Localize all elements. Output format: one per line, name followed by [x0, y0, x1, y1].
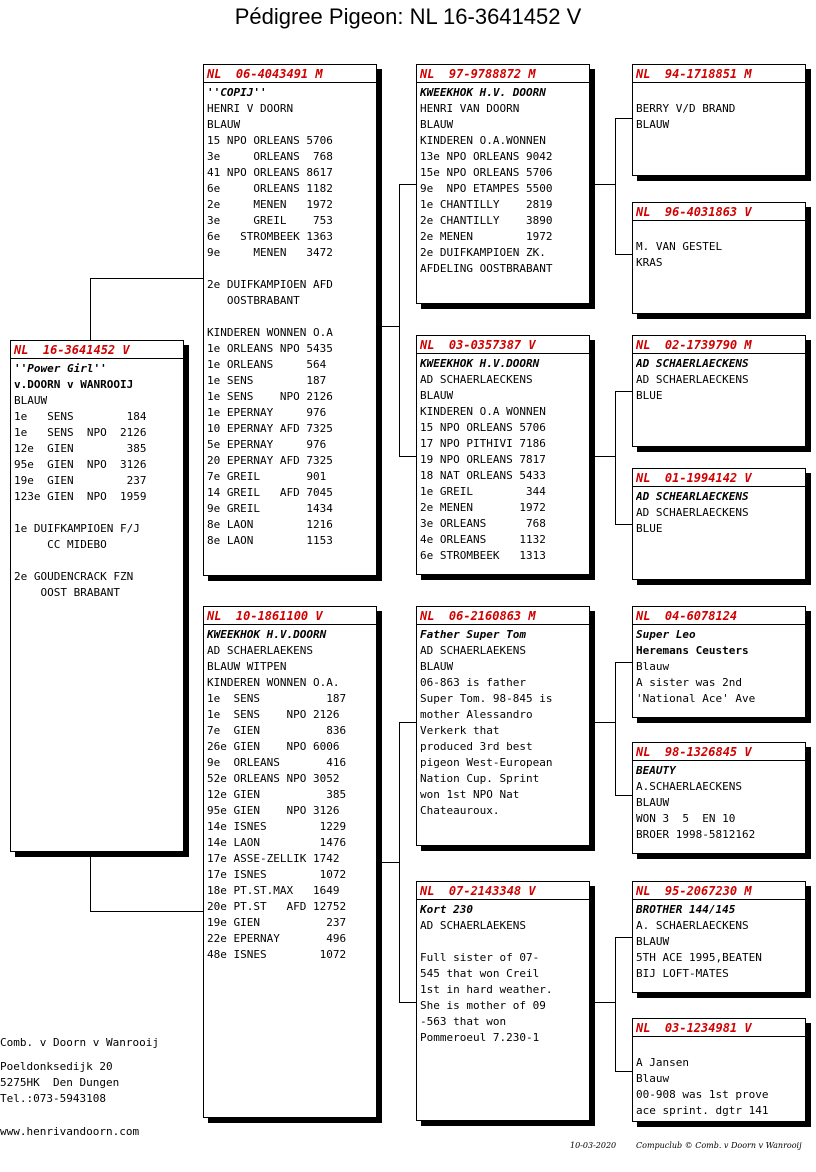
card-line: HENRI V DOORN [207, 102, 294, 115]
card-line: 06-863 is father [420, 676, 526, 689]
ring-number: NL 03-1234981 V [633, 1020, 805, 1037]
card-line: 2e MENEN 1972 [207, 198, 333, 211]
card-line [636, 1039, 802, 1055]
card-line: OOSTBRABANT [207, 294, 300, 307]
card-line: 1e ORLEANS 564 [207, 358, 327, 371]
card-line: 14e ISNES 1229 [207, 820, 347, 833]
card-line [14, 553, 180, 569]
connector-line [590, 722, 615, 723]
card-line: AD SCHAERLAECKENS [636, 357, 749, 370]
card-line: 18 NAT ORLEANS 5433 [420, 469, 546, 482]
card-line: 2e DUIFKAMPIOEN AFD [207, 278, 333, 291]
card-line: 10 EPERNAY AFD 7325 [207, 422, 333, 435]
connector-line [615, 118, 632, 119]
card-line: Chateauroux. [420, 804, 500, 817]
card-line: 12e GIEN 385 [14, 442, 147, 455]
card-line [207, 261, 373, 277]
card-line: A.SCHAERLAECKENS [636, 780, 742, 793]
card-line: BLUE [636, 522, 663, 535]
card-line: BLAUW [636, 796, 670, 809]
card-line: pigeon West-European [420, 756, 553, 769]
pedigree-card-fff [632, 64, 806, 176]
breeder-phone: Tel.:073-5943108 [0, 1092, 106, 1105]
pedigree-card-fmm [632, 468, 806, 580]
connector-line [615, 391, 632, 392]
card-line: 18e PT.ST.MAX 1649 [207, 884, 340, 897]
card-line: 1st in hard weather. [420, 983, 553, 996]
card-line: 1e EPERNAY 976 [207, 406, 327, 419]
ring-number: NL 06-2160863 M [417, 608, 589, 625]
card-line: 52e ORLEANS NPO 3052 [207, 772, 340, 785]
card-line: 1e SENS 184 [14, 410, 147, 423]
card-line: BROTHER 144/145 [636, 903, 736, 916]
ring-number: NL 96-4031863 V [633, 204, 805, 221]
card-line: AD SCHAERLAECKENS [636, 373, 749, 386]
card-line: BLAUW [420, 389, 454, 402]
card-line: BLAUW WITPEN [207, 660, 287, 673]
card-line: CC MIDEBO [14, 538, 107, 551]
ring-number: NL 95-2067230 M [633, 883, 805, 900]
card-line: BLAUW [636, 118, 670, 131]
card-line: 8e LAON 1216 [207, 518, 333, 531]
card-line: WON 3 5 EN 10 [636, 812, 736, 825]
card-line: 26e GIEN NPO 6006 [207, 740, 340, 753]
card-line: 5TH ACE 1995,BEATEN [636, 951, 762, 964]
connector-line [615, 254, 632, 255]
card-line: 'National Ace' Ave [636, 692, 756, 705]
card-line: Pommeroeul 7.230-1 [420, 1031, 540, 1044]
card-line: 2e GOUDENCRACK FZN [14, 570, 134, 583]
card-line [636, 223, 802, 239]
connector-line [90, 852, 91, 912]
card-line: A. SCHAERLAECKENS [636, 919, 749, 932]
card-line: Blauw [636, 1072, 670, 1085]
ring-number: NL 10-1861100 V [204, 608, 376, 625]
software-credit: Compuclub © Comb. v Doorn v Wanrooij [636, 1141, 802, 1150]
card-line: AFDELING OOSTBRABANT [420, 262, 553, 275]
card-line: 7e GREIL 901 [207, 470, 327, 483]
card-line: 1e DUIFKAMPIOEN F/J [14, 522, 140, 535]
card-line: She is mother of 09 [420, 999, 546, 1012]
breeder-website[interactable]: www.henrivandoorn.com [0, 1125, 140, 1138]
ring-number: NL 03-0357387 V [417, 337, 589, 354]
ring-number: NL 07-2143348 V [417, 883, 589, 900]
card-line: KWEEKHOK H.V.DOORN [420, 357, 540, 370]
pedigree-card-fm [416, 335, 590, 575]
card-line: 3e ORLEANS 768 [420, 517, 546, 530]
card-line: 1e SENS NPO 2126 [207, 390, 333, 403]
connector-line [90, 278, 91, 340]
pedigree-card-mff [632, 606, 806, 718]
connector-line [377, 862, 399, 863]
card-line [207, 309, 373, 325]
connector-line [90, 911, 203, 912]
card-line: Full sister of 07- [420, 951, 540, 964]
card-line: HENRI VAN DOORN [420, 102, 520, 115]
card-line: OOST BRABANT [14, 586, 120, 599]
card-line: 1e CHANTILLY 2819 [420, 198, 553, 211]
card-line: 3e ORLEANS 768 [207, 150, 333, 163]
card-line: BLAUW [14, 394, 48, 407]
connector-line [615, 662, 616, 796]
card-line: 00-908 was 1st prove [636, 1088, 769, 1101]
connector-line [615, 662, 632, 663]
connector-line [590, 456, 615, 457]
card-line: AD SCHAERLAEKENS [420, 919, 526, 932]
connector-line [590, 1002, 615, 1003]
card-line [420, 934, 586, 950]
card-line: Verkerk that [420, 724, 500, 737]
card-line: BIJ LOFT-MATES [636, 967, 729, 980]
pedigree-card-fmf [632, 335, 806, 447]
pedigree-card-mmf [632, 881, 806, 993]
card-line: KWEEKHOK H.V.DOORN [207, 628, 327, 641]
pedigree-card-mf [416, 606, 590, 846]
page-title: Pédigree Pigeon: NL 16-3641452 V [234, 4, 582, 29]
pedigree-card-ffm [632, 202, 806, 314]
connector-line [590, 184, 615, 185]
connector-line [399, 456, 416, 457]
card-line: 13e NPO ORLEANS 9042 [420, 150, 553, 163]
connector-line [615, 937, 632, 938]
card-line: KINDEREN WONNEN O.A [207, 326, 333, 339]
card-line: ''COPIJ'' [207, 86, 267, 99]
card-line: 2e MENEN 1972 [420, 501, 546, 514]
card-line: ''Power Girl'' [14, 362, 107, 375]
ring-number: NL 94-1718851 M [633, 66, 805, 83]
card-line: 14 GREIL AFD 7045 [207, 486, 333, 499]
card-line: 2e CHANTILLY 3890 [420, 214, 553, 227]
card-line: Kort 230 [420, 903, 473, 916]
card-line: BLUE [636, 389, 663, 402]
card-line: AD SCHAERLAEKENS [420, 644, 526, 657]
card-line: 123e GIEN NPO 1959 [14, 490, 147, 503]
connector-line [615, 524, 632, 525]
card-line: Blauw [636, 660, 670, 673]
card-line: 9e MENEN 3472 [207, 246, 333, 259]
card-line: Father Super Tom [420, 628, 526, 641]
card-line: 19 NPO ORLEANS 7817 [420, 453, 546, 466]
card-line: 15 NPO ORLEANS 5706 [207, 134, 333, 147]
card-line: Super Leo [636, 628, 696, 641]
card-line: BLAUW [207, 118, 241, 131]
card-line: BEAUTY [636, 764, 676, 777]
connector-line [615, 795, 632, 796]
connector-line [399, 722, 416, 723]
card-line: 1e SENS 187 [207, 692, 347, 705]
card-line: KINDEREN O.A WONNEN [420, 405, 546, 418]
card-line: AD SCHAERLAEKENS [207, 644, 313, 657]
card-line: KWEEKHOK H.V. DOORN [420, 86, 546, 99]
card-line: v.DOORN v WANROOIJ [14, 378, 134, 391]
card-line: Super Tom. 98-845 is [420, 692, 553, 705]
card-line: 7e GIEN 836 [207, 724, 347, 737]
card-line: 95e GIEN NPO 3126 [207, 804, 340, 817]
card-line: 48e ISNES 1072 [207, 948, 347, 961]
card-line: 9e GREIL 1434 [207, 502, 333, 515]
card-line: 20e PT.ST AFD 12752 [207, 900, 347, 913]
card-line: 14e LAON 1476 [207, 836, 347, 849]
breeder-name: Comb. v Doorn v Wanrooij [0, 1036, 159, 1049]
breeder-city: 5275HK Den Dungen [0, 1076, 120, 1089]
connector-line [615, 1071, 632, 1072]
card-line: AD SCHAERLAECKENS [636, 506, 749, 519]
card-line: KINDEREN O.A.WONNEN [420, 134, 546, 147]
connector-line [399, 722, 400, 1003]
card-line: AD SCHEARLAECKENS [636, 490, 749, 503]
pedigree-card-ff [416, 64, 590, 304]
card-line: 1e SENS 187 [207, 374, 327, 387]
card-line: 1e SENS NPO 2126 [14, 426, 147, 439]
card-line: 20 EPERNAY AFD 7325 [207, 454, 333, 467]
card-line [14, 505, 180, 521]
card-line: 5e EPERNAY 976 [207, 438, 327, 451]
card-line: 6e ORLEANS 1182 [207, 182, 333, 195]
card-line: M. VAN GESTEL [636, 240, 723, 253]
connector-line [615, 118, 616, 255]
card-line: 22e EPERNAY 496 [207, 932, 347, 945]
card-line: 6e STROMBEEK 1313 [420, 549, 546, 562]
pedigree-card-mother [203, 606, 377, 1118]
card-line: 6e STROMBEEK 1363 [207, 230, 333, 243]
card-line: 545 that won Creil [420, 967, 540, 980]
connector-line [399, 184, 400, 457]
ring-number: NL 04-6078124 [633, 608, 805, 625]
card-line: -563 that won [420, 1015, 507, 1028]
card-line: Heremans Ceusters [636, 644, 749, 657]
pedigree-card-self [10, 340, 184, 852]
ring-number: NL 01-1994142 V [633, 470, 805, 487]
card-line: BERRY V/D BRAND [636, 102, 736, 115]
pedigree-card-mmm [632, 1018, 806, 1122]
pedigree-card-mm [416, 881, 590, 1121]
card-line: A sister was 2nd [636, 676, 742, 689]
card-line [636, 85, 802, 101]
card-line: 3e GREIL 753 [207, 214, 333, 227]
connector-line [399, 1002, 416, 1003]
card-line: 15 NPO ORLEANS 5706 [420, 421, 546, 434]
card-line: KRAS [636, 256, 663, 269]
card-line: 19e GIEN 237 [14, 474, 147, 487]
card-line: 41 NPO ORLEANS 8617 [207, 166, 333, 179]
card-line: 95e GIEN NPO 3126 [14, 458, 147, 471]
connector-line [90, 278, 203, 279]
connector-line [615, 391, 616, 525]
card-line: 17 NPO PITHIVI 7186 [420, 437, 546, 450]
card-line: 9e NPO ETAMPES 5500 [420, 182, 553, 195]
card-line: 2e MENEN 1972 [420, 230, 553, 243]
ring-number: NL 16-3641452 V [11, 342, 183, 359]
card-line: 1e ORLEANS NPO 5435 [207, 342, 333, 355]
connector-line [399, 184, 416, 185]
card-line: 17e ASSE-ZELLIK 1742 [207, 852, 340, 865]
card-line: mother Alessandro [420, 708, 533, 721]
card-line: Nation Cup. Sprint [420, 772, 540, 785]
card-line: BLAUW [420, 118, 454, 131]
pedigree-card-father [203, 64, 377, 576]
card-line: 1e SENS NPO 2126 [207, 708, 340, 721]
card-line: produced 3rd best [420, 740, 533, 753]
card-line: 19e GIEN 237 [207, 916, 347, 929]
card-line: BROER 1998-5812162 [636, 828, 756, 841]
card-line: 9e ORLEANS 416 [207, 756, 347, 769]
card-line: 15e NPO ORLEANS 5706 [420, 166, 553, 179]
ring-number: NL 98-1326845 V [633, 744, 805, 761]
breeder-street: Poeldonksedijk 20 [0, 1060, 113, 1073]
card-line: BLAUW [636, 935, 670, 948]
print-date: 10-03-2020 [570, 1141, 617, 1150]
card-line: won 1st NPO Nat [420, 788, 520, 801]
pedigree-card-mfm [632, 742, 806, 854]
card-line: ace sprint. dgtr 141 [636, 1104, 769, 1117]
ring-number: NL 97-9788872 M [417, 66, 589, 83]
card-line: A Jansen [636, 1056, 689, 1069]
ring-number: NL 06-4043491 M [204, 66, 376, 83]
connector-line [615, 937, 616, 1072]
connector-line [377, 326, 399, 327]
card-line: AD SCHAERLAECKENS [420, 373, 533, 386]
card-line: 2e DUIFKAMPIOEN ZK. [420, 246, 546, 259]
ring-number: NL 02-1739790 M [633, 337, 805, 354]
card-line: KINDEREN WONNEN O.A. [207, 676, 340, 689]
card-line: BLAUW [420, 660, 454, 673]
card-line: 4e ORLEANS 1132 [420, 533, 546, 546]
card-line: 17e ISNES 1072 [207, 868, 347, 881]
card-line: 1e GREIL 344 [420, 485, 546, 498]
card-line: 12e GIEN 385 [207, 788, 347, 801]
card-line: 8e LAON 1153 [207, 534, 333, 547]
